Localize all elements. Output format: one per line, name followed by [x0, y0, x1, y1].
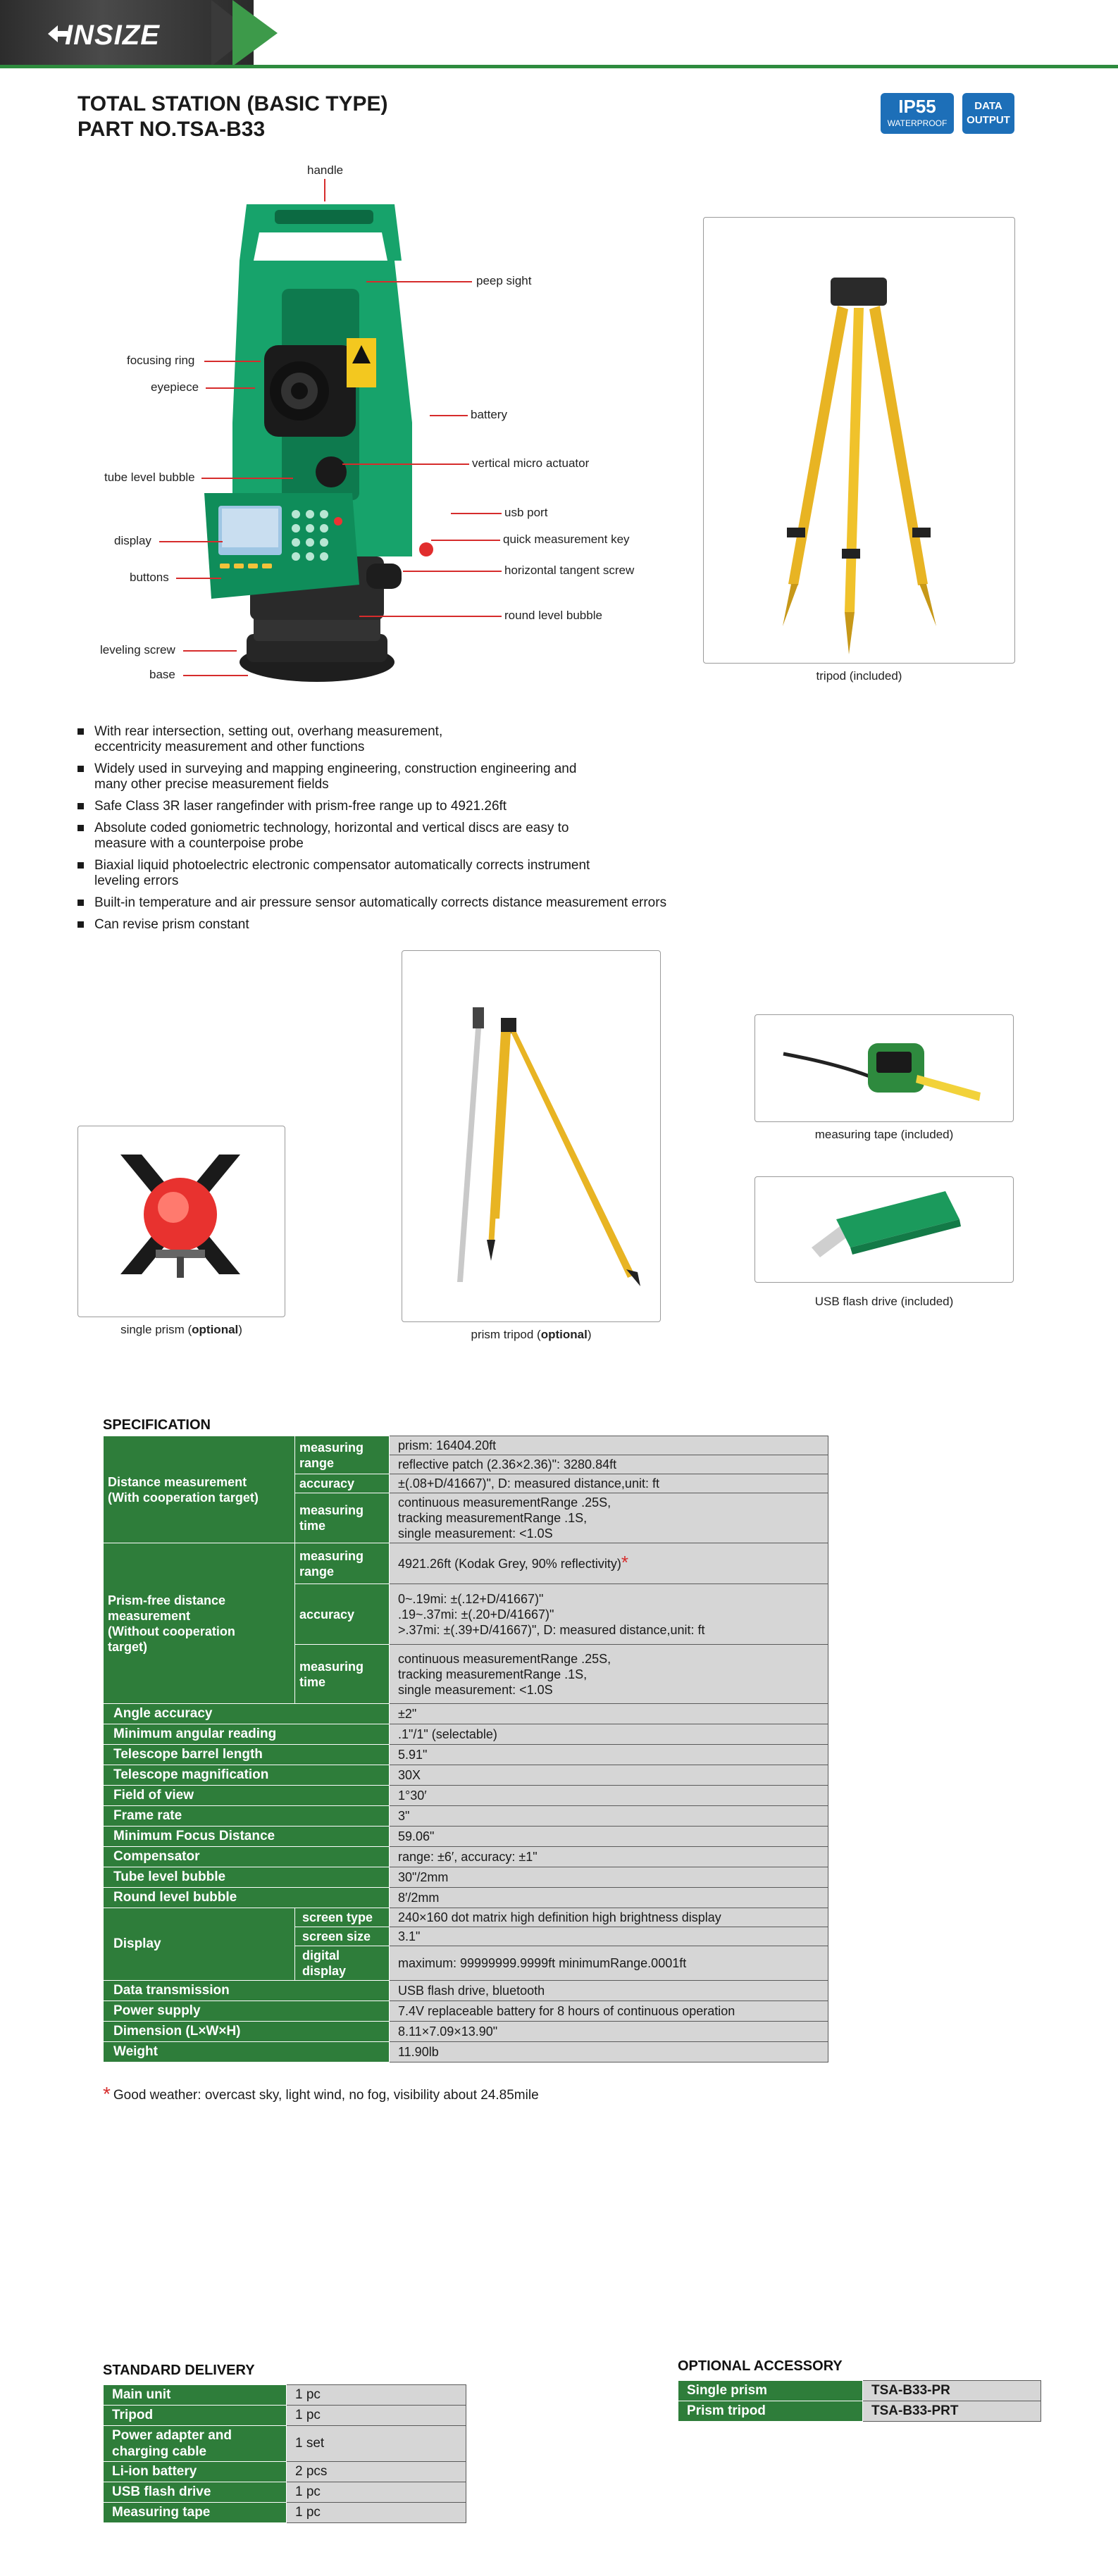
table-row [104, 2406, 466, 2426]
ip55-badge-sub: WATERPROOF [887, 118, 948, 128]
table-row [104, 2001, 828, 2022]
spec-sub-accuracy: accuracy [295, 1584, 390, 1645]
label-round-level-bubble: round level bubble [504, 609, 602, 622]
text-cell: measuring [299, 1659, 364, 1674]
leader-battery [430, 415, 468, 416]
spec-title: SPECIFICATION [103, 1417, 211, 1433]
tripod-caption: tripod (included) [816, 669, 902, 683]
text-cell: (With cooperation target) [108, 1490, 259, 1505]
text-cell: Compensator [104, 1847, 390, 1867]
leader-leveling-screw [183, 650, 237, 652]
measuring-tape-caption: measuring tape (included) [814, 1128, 954, 1141]
text-cell: Minimum angular reading [104, 1724, 390, 1745]
leader-handle [324, 179, 325, 201]
text-cell: range [299, 1564, 335, 1579]
leader-peep-sight [366, 281, 472, 282]
leader-usb-port [451, 513, 502, 514]
label-usb-port: usb port [504, 506, 548, 519]
delivery-title: STANDARD DELIVERY [103, 2363, 255, 2378]
header-bar [0, 0, 1118, 69]
text-cell: 1°30′ [390, 1786, 828, 1806]
text-cell: measurement [108, 1608, 191, 1623]
text-cell: Frame rate [104, 1806, 390, 1827]
table-row [104, 1765, 828, 1786]
text-cell: Tube level bubble [104, 1867, 390, 1888]
text-cell: digital display [295, 1946, 390, 1981]
text-cell: range [299, 1455, 335, 1470]
text-cell: tracking measurementRange .1S, [398, 1511, 588, 1525]
spec-value: prism: 16404.20ft [390, 1436, 828, 1455]
text-cell: 1 pc [287, 2503, 466, 2523]
prism-tripod-photo-box [402, 950, 661, 1322]
text-cell: Tripod [104, 2406, 287, 2426]
text-cell: many other precise measurement fields [94, 777, 329, 792]
text-cell: 8.11×7.09×13.90" [390, 2022, 828, 2042]
header-green-triangle [232, 0, 278, 66]
asterisk-mark: * [103, 2083, 111, 2105]
delivery-table [103, 2384, 466, 2523]
leader-buttons [176, 578, 221, 579]
feature-list [77, 724, 754, 939]
text-cell: 1 set [287, 2426, 466, 2462]
text-cell: Telescope magnification [104, 1765, 390, 1786]
table-row [104, 2385, 466, 2406]
text-cell: .1"/1" (selectable) [390, 1724, 828, 1745]
prism-tripod-image [402, 951, 660, 1321]
table-row [104, 2503, 466, 2523]
leader-horizontal-tangent-screw [403, 571, 502, 572]
text-cell: measuring [299, 1440, 364, 1455]
text-cell: 240×160 dot matrix high definition high brightness display [390, 1908, 828, 1927]
table-row [104, 1888, 828, 1908]
data-output-badge [962, 93, 1014, 134]
text-cell: Round level bubble [104, 1888, 390, 1908]
title-line-1: TOTAL STATION (BASIC TYPE) [77, 92, 388, 116]
spec-group-display: Display [104, 1908, 295, 1981]
table-row [104, 2462, 466, 2482]
text-cell: single measurement: <1.0S [398, 1682, 553, 1697]
text-cell: Dimension (L×W×H) [104, 2022, 390, 2042]
spec-value [390, 1493, 828, 1543]
leader-display [159, 541, 223, 542]
spec-value [390, 1543, 828, 1584]
feature-item [77, 724, 754, 755]
label-peep-sight: peep sight [476, 274, 532, 287]
text-cell: 4921.26ft (Kodak Grey, 90% reflectivity) [398, 1556, 621, 1571]
spec-sub-measuring-time [295, 1645, 390, 1704]
table-row [104, 1827, 828, 1847]
text-cell: 3.1" [390, 1927, 828, 1946]
leader-quick-measurement-key [431, 540, 500, 541]
text-cell: eccentricity measurement and other functions [94, 740, 365, 754]
label-tube-level-bubble: tube level bubble [104, 471, 195, 484]
label-display: display [114, 534, 151, 547]
leader-base [183, 675, 248, 676]
table-row [104, 1745, 828, 1765]
prism-tripod-caption [402, 1328, 661, 1342]
usb-flash-photo-box [754, 1176, 1014, 1283]
text-cell: TSA-B33-PRT [863, 2401, 1041, 2422]
spec-table [103, 1436, 828, 2062]
text-cell: .19~.37mi: ±(.20+D/41667)" [398, 1607, 554, 1622]
text-cell: 2 pcs [287, 2462, 466, 2482]
text-cell: USB flash drive, bluetooth [390, 1981, 828, 2001]
table-row [104, 1847, 828, 1867]
table-row [104, 2482, 466, 2503]
spec-value: ±(.08+D/41667)", D: measured distance,unit: ft [390, 1474, 828, 1493]
text-cell: time [299, 1674, 326, 1689]
text-cell: USB flash drive [104, 2482, 287, 2503]
single-prism-caption [77, 1323, 285, 1337]
table-row [678, 2401, 1041, 2422]
measuring-tape-photo-box [754, 1014, 1014, 1122]
text-cell: measure with a counterpoise probe [94, 836, 304, 851]
text-cell: continuous measurementRange .25S, [398, 1651, 611, 1666]
text-cell: TSA-B33-PR [863, 2381, 1041, 2401]
text-cell: 1 pc [287, 2385, 466, 2406]
label-leveling-screw: leveling screw [100, 643, 175, 657]
table-row [678, 2381, 1041, 2401]
spec-value [390, 1584, 828, 1645]
label-battery: battery [471, 408, 507, 421]
text-cell: Power adapter and charging cable [104, 2426, 287, 2462]
text-cell: Good weather: overcast sky, light wind, no fog, visibility about 24.85mile [113, 2088, 539, 2103]
text-cell: 11.90lb [390, 2042, 828, 2062]
table-row [104, 2042, 828, 2062]
label-eyepiece: eyepiece [151, 380, 199, 394]
spec-sub-measuring-range [295, 1543, 390, 1584]
text-cell: target) [108, 1639, 148, 1654]
text-cell: Weight [104, 2042, 390, 2062]
spec-sub-measuring-time [295, 1493, 390, 1543]
accessory-table [678, 2380, 1041, 2422]
table-row [104, 2426, 466, 2462]
table-row [104, 1806, 828, 1827]
label-handle: handle [307, 163, 344, 177]
leader-tube-level-bubble [201, 478, 293, 479]
spec-group-prism-free [104, 1543, 295, 1704]
text-cell: Safe Class 3R laser rangefinder with prism-free range up to 4921.26ft [94, 799, 507, 814]
feature-item [77, 821, 754, 852]
text-cell: ±2" [390, 1704, 828, 1724]
brand-logo: INSIZE [65, 20, 160, 51]
total-station-illustration [183, 190, 451, 697]
feature-item [77, 858, 754, 889]
spec-value: reflective patch (2.36×2.36)": 3280.84ft [390, 1455, 828, 1474]
text-cell: continuous measurementRange .25S, [398, 1495, 611, 1510]
text-cell: ) [238, 1323, 242, 1336]
feature-item [77, 799, 754, 814]
data-output-line-2: OUTPUT [967, 114, 1010, 126]
text-cell: Field of view [104, 1786, 390, 1806]
text-cell: With rear intersection, setting out, overhang measurement, [94, 724, 443, 739]
text-cell: 0~.19mi: ±(.12+D/41667)" [398, 1591, 544, 1606]
text-cell: Power supply [104, 2001, 390, 2022]
leader-round-level-bubble [359, 616, 502, 617]
text-cell: maximum: 99999999.9999ft minimumRange.0001ft [390, 1946, 828, 1981]
text-cell: time [299, 1519, 326, 1533]
text-cell: 8′/2mm [390, 1888, 828, 1908]
text-cell: Angle accuracy [104, 1704, 390, 1724]
leader-eyepiece [206, 387, 255, 389]
text-cell: ) [587, 1328, 592, 1341]
text-cell: 1 pc [287, 2406, 466, 2426]
text-cell: single measurement: <1.0S [398, 1526, 553, 1541]
label-base: base [149, 668, 175, 681]
text-cell: 3" [390, 1806, 828, 1827]
table-row [104, 1786, 828, 1806]
single-prism-optional-label: optional [192, 1323, 239, 1336]
measuring-tape-image [755, 1015, 1013, 1121]
text-cell: Prism tripod [678, 2401, 863, 2422]
text-cell: screen size [295, 1927, 390, 1946]
table-row [104, 1436, 828, 1455]
text-cell: 5.91" [390, 1745, 828, 1765]
text-cell: 59.06" [390, 1827, 828, 1847]
usb-flash-image [755, 1177, 1013, 1281]
text-cell: measuring [299, 1503, 364, 1517]
table-row [104, 1704, 828, 1724]
text-cell: screen type [295, 1908, 390, 1927]
text-cell: leveling errors [94, 873, 179, 888]
text-cell: Can revise prism constant [94, 917, 249, 932]
text-cell: 7.4V replaceable battery for 8 hours of continuous operation [390, 2001, 828, 2022]
label-buttons: buttons [130, 571, 169, 584]
ip55-badge-main: IP55 [898, 96, 936, 117]
text-cell: Biaxial liquid photoelectric electronic compensator automatically corrects instrument [94, 858, 590, 873]
spec-sub-measuring-range [295, 1436, 390, 1474]
spec-footnote [103, 2083, 539, 2105]
text-cell: Telescope barrel length [104, 1745, 390, 1765]
text-cell: single prism ( [120, 1323, 192, 1336]
label-quick-measurement-key: quick measurement key [503, 533, 630, 546]
text-cell: Single prism [678, 2381, 863, 2401]
title-line-2: PART NO.TSA-B33 [77, 118, 266, 141]
text-cell: Absolute coded goniometric technology, horizontal and vertical discs are easy to [94, 821, 569, 835]
text-cell: 1 pc [287, 2482, 466, 2503]
text-cell: Distance measurement [108, 1474, 247, 1489]
text-cell: Prism-free distance [108, 1593, 226, 1607]
header-green-line [0, 65, 1118, 68]
text-cell: Built-in temperature and air pressure sensor automatically corrects distance measurement errors [94, 895, 667, 910]
page-title [77, 92, 388, 142]
text-cell: range: ±6′, accuracy: ±1" [390, 1847, 828, 1867]
asterisk-mark: * [621, 1551, 628, 1573]
ip55-badge [881, 93, 954, 134]
table-row [104, 1724, 828, 1745]
usb-flash-caption: USB flash drive (included) [814, 1295, 954, 1308]
table-row [104, 2022, 828, 2042]
label-vertical-micro-actuator: vertical micro actuator [472, 456, 590, 470]
text-cell: Main unit [104, 2385, 287, 2406]
spec-sub-accuracy: accuracy [295, 1474, 390, 1493]
text-cell: measuring [299, 1548, 364, 1563]
text-cell: Li-ion battery [104, 2462, 287, 2482]
single-prism-image [78, 1126, 284, 1317]
label-horizontal-tangent-screw: horizontal tangent screw [504, 564, 635, 577]
text-cell: Measuring tape [104, 2503, 287, 2523]
table-row [104, 1908, 828, 1927]
tripod-photo-box [703, 217, 1015, 664]
spec-group-distance [104, 1436, 295, 1543]
data-output-line-1: DATA [974, 100, 1002, 112]
feature-item [77, 917, 754, 933]
accessory-title: OPTIONAL ACCESSORY [678, 2358, 843, 2374]
leader-focusing-ring [204, 361, 261, 362]
prism-tripod-optional-label: optional [540, 1328, 588, 1341]
tripod-image [704, 218, 1014, 661]
text-cell: 30X [390, 1765, 828, 1786]
single-prism-photo-box [77, 1126, 285, 1317]
text-cell: Data transmission [104, 1981, 390, 2001]
leader-vertical-micro-actuator [342, 463, 469, 465]
text-cell: tracking measurementRange .1S, [398, 1667, 588, 1681]
text-cell: (Without cooperation [108, 1624, 235, 1638]
feature-item [77, 895, 754, 911]
table-row [104, 1981, 828, 2001]
text-cell: prism tripod ( [471, 1328, 541, 1341]
spec-value [390, 1645, 828, 1704]
text-cell: 30"/2mm [390, 1867, 828, 1888]
table-row [104, 1867, 828, 1888]
label-focusing-ring: focusing ring [127, 354, 195, 367]
text-cell: >.37mi: ±(.39+D/41667)", D: measured distance,unit: ft [398, 1622, 705, 1637]
feature-item [77, 761, 754, 792]
text-cell: Widely used in surveying and mapping engineering, construction engineering and [94, 761, 577, 776]
text-cell: Minimum Focus Distance [104, 1827, 390, 1847]
table-row [104, 1543, 828, 1584]
